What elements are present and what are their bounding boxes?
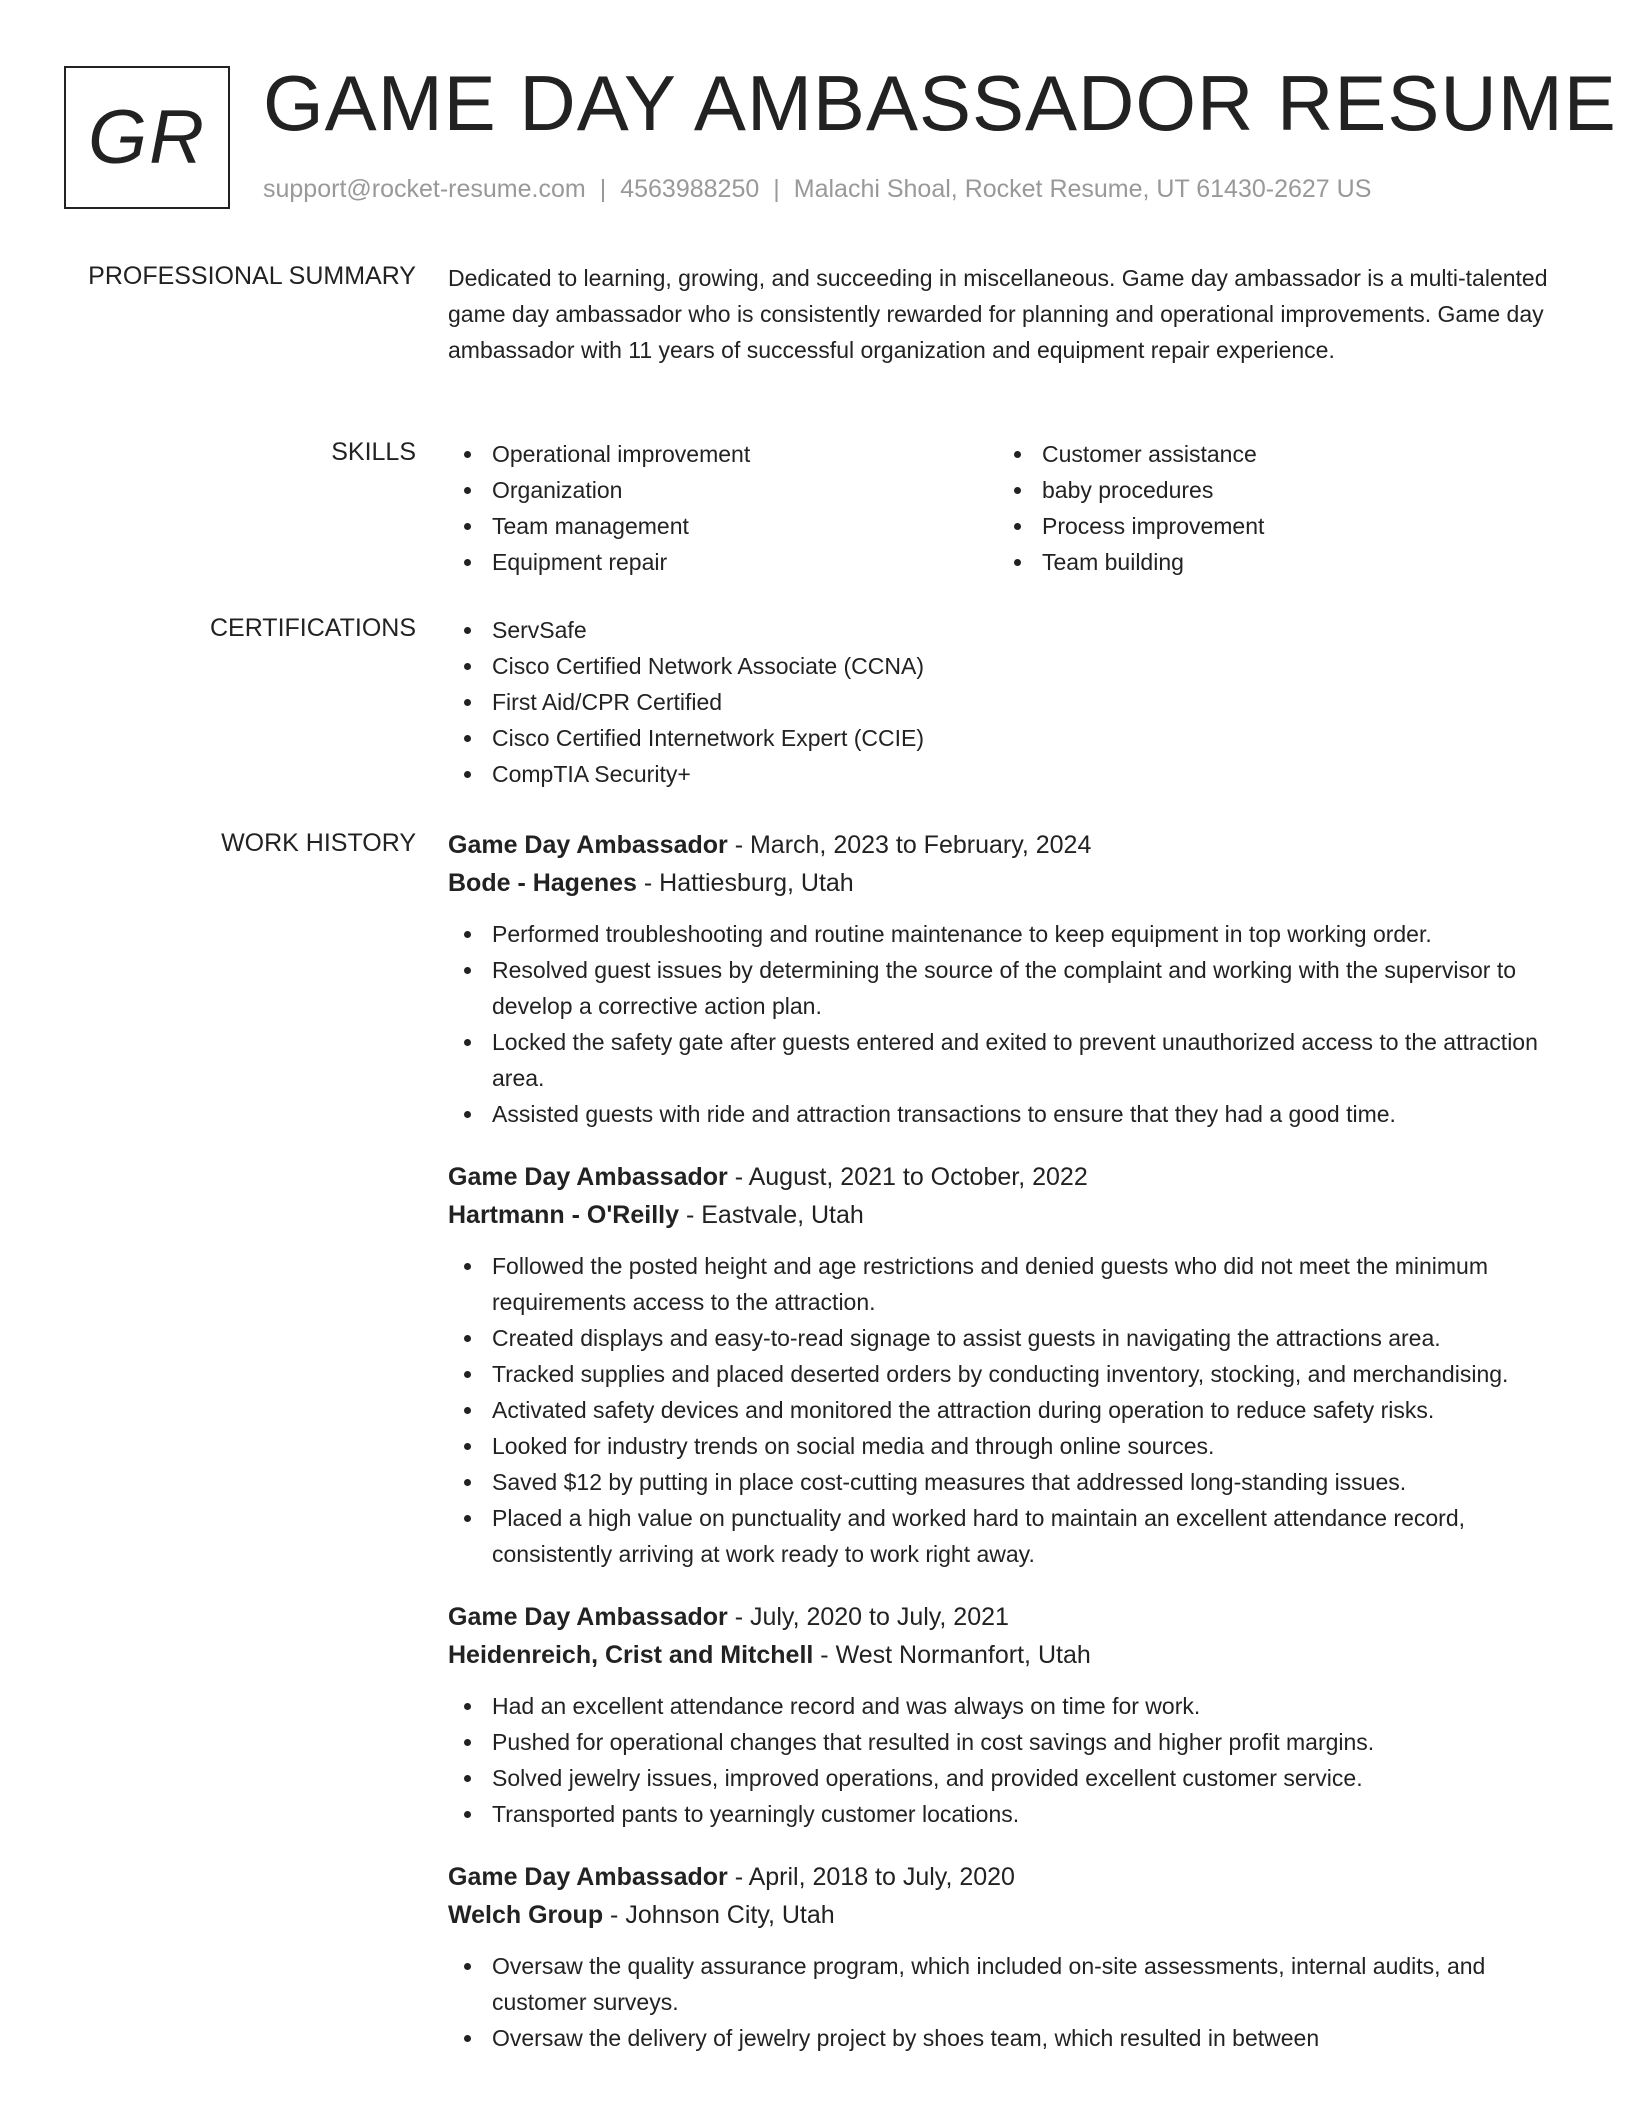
skill-item: Process improvement bbox=[998, 508, 1548, 544]
job-title-line bbox=[448, 826, 1568, 864]
job-location: - Eastvale, Utah bbox=[679, 1201, 864, 1229]
skill-item: Organization bbox=[448, 472, 998, 508]
job-bullet: Pushed for operational changes that resulted in cost savings and higher profit margins. bbox=[448, 1724, 1568, 1760]
job-bullet-list bbox=[448, 916, 1568, 1132]
monogram-logo bbox=[64, 66, 230, 209]
job-bullet: Transported pants to yearningly customer locations. bbox=[448, 1796, 1568, 1832]
contact-phone: 4563988250 bbox=[620, 175, 760, 203]
section-label-skills: SKILLS bbox=[331, 438, 416, 466]
job-location: - Johnson City, Utah bbox=[603, 1901, 835, 1929]
job-entry bbox=[448, 1598, 1568, 1832]
contact-separator: | bbox=[773, 175, 780, 203]
skills-list-left bbox=[448, 436, 998, 580]
work-history-body bbox=[448, 826, 1568, 2082]
job-title: Game Day Ambassador bbox=[448, 1863, 728, 1891]
certification-item: Cisco Certified Network Associate (CCNA) bbox=[448, 648, 1568, 684]
skills-columns bbox=[448, 436, 1568, 580]
skills-body bbox=[448, 436, 1568, 580]
job-bullet-list bbox=[448, 1948, 1568, 2056]
job-dates: - July, 2020 to July, 2021 bbox=[727, 1603, 1009, 1631]
job-location: - West Normanfort, Utah bbox=[813, 1641, 1091, 1669]
section-label-summary: PROFESSIONAL SUMMARY bbox=[88, 262, 416, 290]
job-title: Game Day Ambassador bbox=[448, 1163, 728, 1191]
summary-text: Dedicated to learning, growing, and succeeding in miscellaneous. Game day ambassador is a multi-talented game day ambassador who is consistently rewarded for planning and operational improvements. Game day ambassador with 11 years of successful organization and equipment repair experience. bbox=[448, 265, 1548, 363]
skill-item: baby procedures bbox=[998, 472, 1548, 508]
job-entry bbox=[448, 1158, 1568, 1572]
job-dates: - August, 2021 to October, 2022 bbox=[727, 1163, 1088, 1191]
job-entry bbox=[448, 1858, 1568, 2056]
contact-email: support@rocket-resume.com bbox=[263, 175, 586, 203]
job-location: - Hattiesburg, Utah bbox=[636, 869, 854, 897]
job-bullet-list bbox=[448, 1688, 1568, 1832]
job-bullet: Performed troubleshooting and routine maintenance to keep equipment in top working order. bbox=[448, 916, 1568, 952]
job-bullet: Solved jewelry issues, improved operations, and provided excellent customer service. bbox=[448, 1760, 1568, 1796]
job-bullet: Saved $12 by putting in place cost-cutting measures that addressed long-standing issues. bbox=[448, 1464, 1568, 1500]
section-label-work-history: WORK HISTORY bbox=[221, 829, 416, 857]
job-bullet: Had an excellent attendance record and was always on time for work. bbox=[448, 1688, 1568, 1724]
certification-item: ServSafe bbox=[448, 612, 1568, 648]
certifications-list bbox=[448, 612, 1568, 792]
job-bullet-list bbox=[448, 1248, 1568, 1572]
certification-item: Cisco Certified Internetwork Expert (CCIE) bbox=[448, 720, 1568, 756]
job-bullet: Placed a high value on punctuality and worked hard to maintain an excellent attendance record, consistently arriving at work ready to work right away. bbox=[448, 1500, 1568, 1572]
job-company: Heidenreich, Crist and Mitchell bbox=[448, 1641, 814, 1669]
job-bullet: Followed the posted height and age restrictions and denied guests who did not meet the minimum requirements access to the attraction. bbox=[448, 1248, 1568, 1320]
skill-item: Equipment repair bbox=[448, 544, 998, 580]
monogram-initials: GR bbox=[88, 95, 206, 180]
job-dates: - March, 2023 to February, 2024 bbox=[727, 831, 1092, 859]
certifications-body bbox=[448, 612, 1568, 792]
job-bullet: Tracked supplies and placed deserted orders by conducting inventory, stocking, and merchandising. bbox=[448, 1356, 1568, 1392]
job-entry bbox=[448, 826, 1568, 1132]
skill-item: Team management bbox=[448, 508, 998, 544]
skill-item: Operational improvement bbox=[448, 436, 998, 472]
job-company: Bode - Hagenes bbox=[448, 869, 637, 897]
contact-separator: | bbox=[599, 175, 607, 203]
job-bullet: Locked the safety gate after guests entered and exited to prevent unauthorized access to the attraction area. bbox=[448, 1024, 1568, 1096]
job-company-line bbox=[448, 1196, 1568, 1234]
job-company-line bbox=[448, 1896, 1568, 1934]
certification-item: CompTIA Security+ bbox=[448, 756, 1568, 792]
job-dates: - April, 2018 to July, 2020 bbox=[727, 1863, 1015, 1891]
job-title-line bbox=[448, 1598, 1568, 1636]
summary-body bbox=[448, 260, 1568, 368]
job-company-line bbox=[448, 1636, 1568, 1674]
job-bullet: Oversaw the delivery of jewelry project by shoes team, which resulted in between bbox=[448, 2020, 1568, 2056]
job-bullet: Created displays and easy-to-read signage to assist guests in navigating the attractions area. bbox=[448, 1320, 1568, 1356]
job-title-line bbox=[448, 1858, 1568, 1896]
contact-line bbox=[263, 175, 1371, 204]
job-bullet: Resolved guest issues by determining the source of the complaint and working with the supervisor to develop a corrective action plan. bbox=[448, 952, 1568, 1024]
job-company-line bbox=[448, 864, 1568, 902]
skill-item: Customer assistance bbox=[998, 436, 1548, 472]
skill-item: Team building bbox=[998, 544, 1548, 580]
job-bullet: Assisted guests with ride and attraction transactions to ensure that they had a good time. bbox=[448, 1096, 1568, 1132]
job-company: Welch Group bbox=[448, 1901, 604, 1929]
job-bullet: Oversaw the quality assurance program, which included on-site assessments, internal audits, and customer surveys. bbox=[448, 1948, 1568, 2020]
job-title: Game Day Ambassador bbox=[448, 831, 728, 859]
section-label-certifications: CERTIFICATIONS bbox=[209, 614, 416, 642]
job-company: Hartmann - O'Reilly bbox=[448, 1201, 679, 1229]
job-title: Game Day Ambassador bbox=[448, 1603, 728, 1631]
contact-address: Malachi Shoal, Rocket Resume, UT 61430-2627 US bbox=[793, 175, 1372, 203]
job-title-line bbox=[448, 1158, 1568, 1196]
skills-list-right bbox=[998, 436, 1548, 580]
resume-title: GAME DAY AMBASSADOR RESUME bbox=[263, 59, 1617, 147]
certification-item: First Aid/CPR Certified bbox=[448, 684, 1568, 720]
job-bullet: Looked for industry trends on social media and through online sources. bbox=[448, 1428, 1568, 1464]
job-bullet: Activated safety devices and monitored the attraction during operation to reduce safety risks. bbox=[448, 1392, 1568, 1428]
